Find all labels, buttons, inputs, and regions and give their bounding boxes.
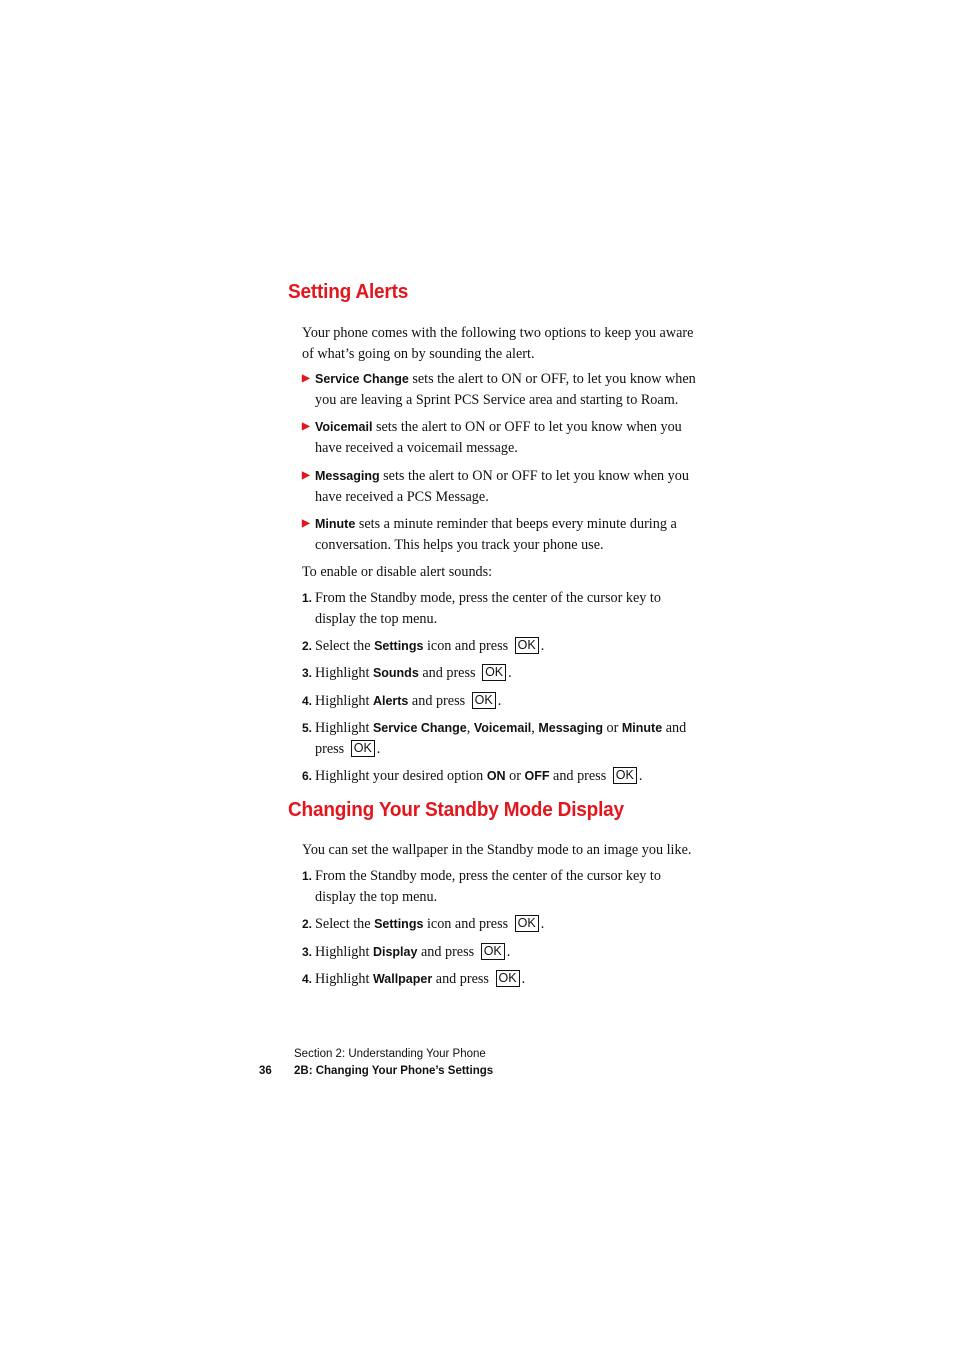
step-text: . xyxy=(508,665,512,681)
ok-key-label: OK xyxy=(482,664,506,681)
step-text: From the Standby mode, press the center of the cursor key to display the top menu. xyxy=(315,590,661,627)
bullet-triangle-icon: ▶ xyxy=(302,470,310,481)
step-item xyxy=(302,914,697,935)
step-text: and press xyxy=(315,720,687,757)
step-text: and press xyxy=(418,665,480,681)
bullet-triangle-icon: ▶ xyxy=(302,373,310,384)
step-text: Highlight xyxy=(315,693,373,709)
step-text: and press xyxy=(408,693,469,709)
step-text: . xyxy=(540,916,545,932)
step-term: Voicemail xyxy=(473,721,532,735)
section-intro: Your phone comes with the following two options to keep you aware of what’s going on by sounding the alert. xyxy=(302,325,694,362)
step-term: Settings xyxy=(374,639,424,653)
step-text: Highlight xyxy=(315,720,373,736)
step-text: and press xyxy=(417,944,478,960)
step-term: Sounds xyxy=(372,666,419,680)
ok-key-label: OK xyxy=(472,692,496,709)
step-text: , xyxy=(531,720,539,736)
bullet-item-voicemail xyxy=(302,417,697,458)
step-text: . xyxy=(506,944,511,960)
ok-key-label: OK xyxy=(613,767,637,784)
step-number: 3. xyxy=(302,945,313,959)
step-item xyxy=(302,691,697,712)
step-item xyxy=(302,718,697,759)
section-intro: You can set the wallpaper in the Standby mode to an image you like. xyxy=(302,842,692,858)
ok-key-label: OK xyxy=(481,943,505,960)
step-text: or xyxy=(602,720,622,736)
bullet-item-messaging xyxy=(302,466,697,507)
step-term: ON xyxy=(486,769,506,783)
step-text: Highlight xyxy=(315,944,373,960)
page-number: 36 xyxy=(259,1065,272,1077)
step-number: 1. xyxy=(302,591,313,605)
bullet-item-service-change xyxy=(302,369,697,410)
step-item xyxy=(302,663,697,684)
step-text: Highlight your desired option xyxy=(315,768,487,784)
step-item xyxy=(302,766,697,787)
bullet-text: sets the alert to ON or OFF to let you know when you have received a PCS Message. xyxy=(315,468,689,505)
step-term: Alerts xyxy=(372,694,409,708)
step-text: Select the xyxy=(315,916,375,932)
step-number: 2. xyxy=(302,639,313,653)
bullet-text: sets a minute reminder that beeps every minute during a conversation. This helps you track your phone use. xyxy=(315,516,677,553)
step-text: or xyxy=(505,768,525,784)
step-text: Highlight xyxy=(315,971,373,987)
step-text: and press xyxy=(549,768,610,784)
step-item xyxy=(302,588,697,629)
bullet-term: Service Change xyxy=(315,372,409,386)
bullet-term: Minute xyxy=(315,517,356,531)
bullet-term: Voicemail xyxy=(315,420,373,434)
step-text: . xyxy=(638,768,643,784)
step-text: icon and press xyxy=(423,916,512,932)
section-heading-setting-alerts: Setting Alerts xyxy=(288,281,409,303)
step-number: 6. xyxy=(302,769,313,783)
step-term: Minute xyxy=(621,721,663,735)
step-term: Settings xyxy=(374,917,424,931)
section-heading-standby-display: Changing Your Standby Mode Display xyxy=(288,799,624,821)
bullet-triangle-icon: ▶ xyxy=(302,518,310,529)
step-text: icon and press xyxy=(423,638,512,654)
bullet-triangle-icon: ▶ xyxy=(302,421,310,432)
ok-key-label: OK xyxy=(515,637,539,654)
step-term: Wallpaper xyxy=(372,972,433,986)
step-number: 1. xyxy=(302,869,313,883)
steps-lead: To enable or disable alert sounds: xyxy=(302,564,493,580)
step-text: . xyxy=(521,971,526,987)
step-text: . xyxy=(540,638,545,654)
ok-key-label: OK xyxy=(496,970,520,987)
step-number: 5. xyxy=(302,721,313,735)
step-text: , xyxy=(466,720,474,736)
bullet-text: sets the alert to ON or OFF to let you know when you have received a voicemail message. xyxy=(315,419,682,456)
step-text: . xyxy=(497,693,502,709)
bullet-text: sets the alert to ON or OFF, to let you know when you are leaving a Sprint PCS Service area and starting to Roam. xyxy=(315,371,696,408)
step-number: 3. xyxy=(302,666,313,680)
step-item xyxy=(302,866,697,907)
step-item xyxy=(302,636,697,657)
ok-key-label: OK xyxy=(351,740,375,757)
step-term: Messaging xyxy=(538,721,603,735)
step-number: 2. xyxy=(302,917,313,931)
ok-key-label: OK xyxy=(515,915,539,932)
footer-section-label: Section 2: Understanding Your Phone xyxy=(294,1048,486,1060)
step-number: 4. xyxy=(302,972,313,986)
step-text: . xyxy=(376,740,381,757)
step-text: From the Standby mode, press the center of the cursor key to display the top menu. xyxy=(315,868,661,905)
step-term: OFF xyxy=(524,769,550,783)
step-term: Display xyxy=(372,945,418,959)
bullet-item-minute xyxy=(302,514,697,555)
step-item xyxy=(302,942,697,963)
footer-chapter-label: 2B: Changing Your Phone’s Settings xyxy=(294,1065,494,1077)
step-text: and press xyxy=(432,971,493,987)
bullet-term: Messaging xyxy=(315,469,380,483)
step-number: 4. xyxy=(302,694,313,708)
step-text: Highlight xyxy=(315,665,373,681)
step-term: Service Change xyxy=(372,721,467,735)
step-item xyxy=(302,969,697,990)
step-text: Select the xyxy=(315,638,375,654)
